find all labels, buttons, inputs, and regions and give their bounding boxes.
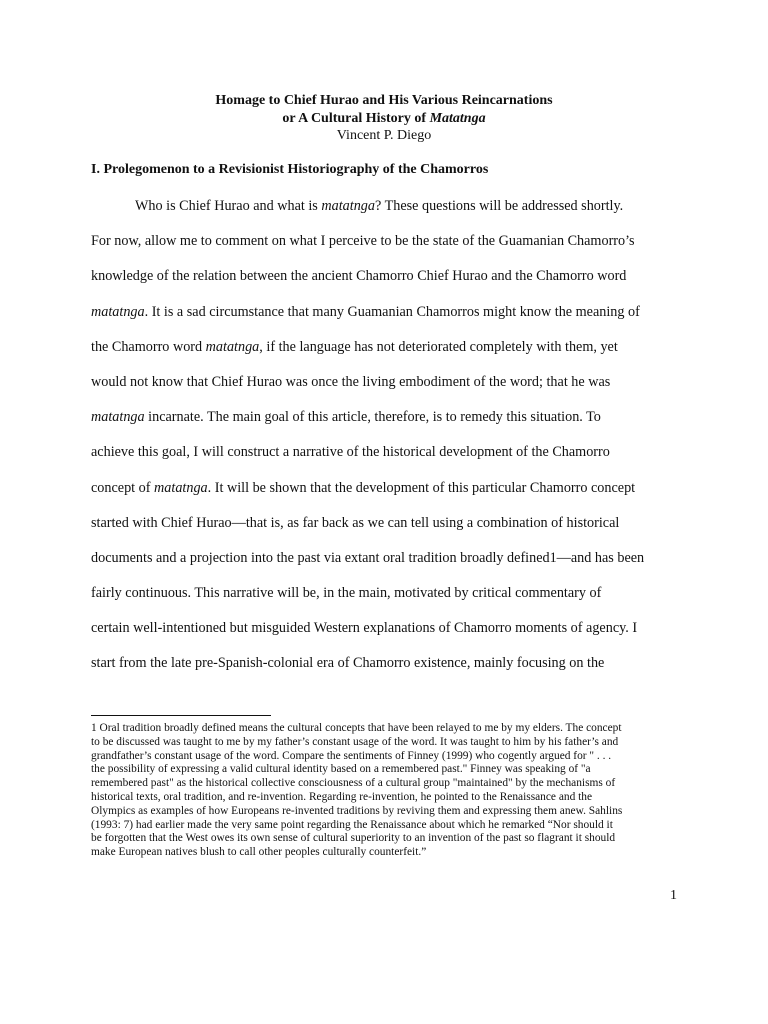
body-line: For now, allow me to comment on what I perceive to be the state of the Guamanian Chamorro’s: [91, 233, 635, 250]
footnote-divider: [91, 715, 271, 716]
body-line: start from the late pre-Spanish-colonial era of Chamorro existence, mainly focusing on the: [91, 655, 605, 672]
title-line-2-prefix: or A Cultural History of: [282, 110, 430, 126]
body-italic-term: matatnga: [321, 198, 375, 214]
body-text-segment: the Chamorro word: [91, 338, 206, 355]
body-italic-term: matatnga: [205, 338, 260, 355]
footnote-line: Olympics as examples of how Europeans re-invented traditions by reviving them and expressing them anew. Sahlins: [91, 804, 623, 817]
footnote-line: make European natives blush to call other peoples culturally counterfeit.”: [91, 846, 427, 859]
page-number: 1: [670, 888, 677, 903]
body-line: knowledge of the relation between the ancient Chamorro Chief Hurao and the Chamorro word: [91, 268, 627, 285]
body-line: fairly continuous. This narrative will be, in the main, motivated by critical commentary of: [91, 585, 602, 602]
author-name: Vincent P. Diego: [336, 128, 432, 143]
body-line: started with Chief Hurao—that is, as far back as we can tell using a combination of historical: [91, 514, 620, 531]
body-text-segment: . It will be shown that the development of this particular Chamorro concept: [207, 479, 636, 496]
body-line: would not know that Chief Hurao was once the living embodiment of the word; that he was: [91, 373, 611, 390]
footnote-line: the possibility of expressing a valid cultural identity based on a remembered past." Finney was speaking of "a: [91, 763, 591, 776]
body-line: certain well-intentioned but misguided Western explanations of Chamorro moments of agency. I: [91, 620, 638, 637]
body-text-segment: . It is a sad circumstance that many Guamanian Chamorros might know the meaning of: [144, 303, 640, 320]
body-text-segment: incarnate. The main goal of this article, therefore, is to remedy this situation. To: [144, 409, 601, 426]
body-text-segment: ? These questions will be addressed shortly.: [374, 198, 624, 214]
footnote-line: (1993: 7) had earlier made the very same point regarding the Renaissance about which he remarked “Nor should it: [91, 818, 613, 831]
body-italic-term: matatnga: [91, 409, 145, 426]
body-line: [91, 478, 691, 513]
body-line: [91, 337, 691, 372]
footnote: [91, 722, 691, 860]
body-italic-term: matatnga: [154, 479, 208, 496]
footnote-line: 1 Oral tradition broadly defined means the cultural concepts that have been relayed to me by my elders. The concept: [91, 722, 622, 734]
body-line: [91, 407, 691, 442]
body-text-segment: concept of: [91, 479, 155, 496]
body-line: [91, 196, 691, 231]
footnote-line: be forgotten that the West owes its own sense of cultural superiority to an invention of the past so flagrant it should: [91, 832, 616, 845]
body-text-segment: Who is Chief Hurao and what is: [135, 198, 322, 214]
title-line-1: Homage to Chief Hurao and His Various Reincarnations: [215, 93, 553, 108]
section-heading: I. Prolegomenon to a Revisionist Historiography of the Chamorros: [91, 162, 489, 177]
body-line: achieve this goal, I will construct a narrative of the historical development of the Chamorro: [91, 444, 610, 461]
body-line: documents and a projection into the past via extant oral tradition broadly defined1—and has been: [91, 549, 645, 566]
title-italic-word: Matatnga: [429, 110, 486, 126]
footnote-line: grandfather’s constant usage of the word. Compare the sentiments of Finney (1999) who cogently argued for " . . .: [91, 749, 612, 762]
body-line: [91, 302, 691, 337]
body-italic-term: matatnga: [91, 303, 145, 320]
body-text-segment: , if the language has not deteriorated completely with them, yet: [259, 338, 618, 355]
title-line-2: [0, 110, 768, 128]
footnote-line: historical texts, oral tradition, and re-invention. Regarding re-invention, he pointed to the Renaissance and the: [91, 790, 593, 803]
footnote-line: remembered past" as the historical collective consciousness of a cultural group "maintained" by the mechanisms of: [91, 777, 616, 790]
body-paragraph: [91, 196, 691, 689]
title-block: [0, 92, 768, 145]
footnote-line: to be discussed was taught to me by my father’s constant usage of the word. It was taught to him by his father’s and: [91, 735, 619, 748]
